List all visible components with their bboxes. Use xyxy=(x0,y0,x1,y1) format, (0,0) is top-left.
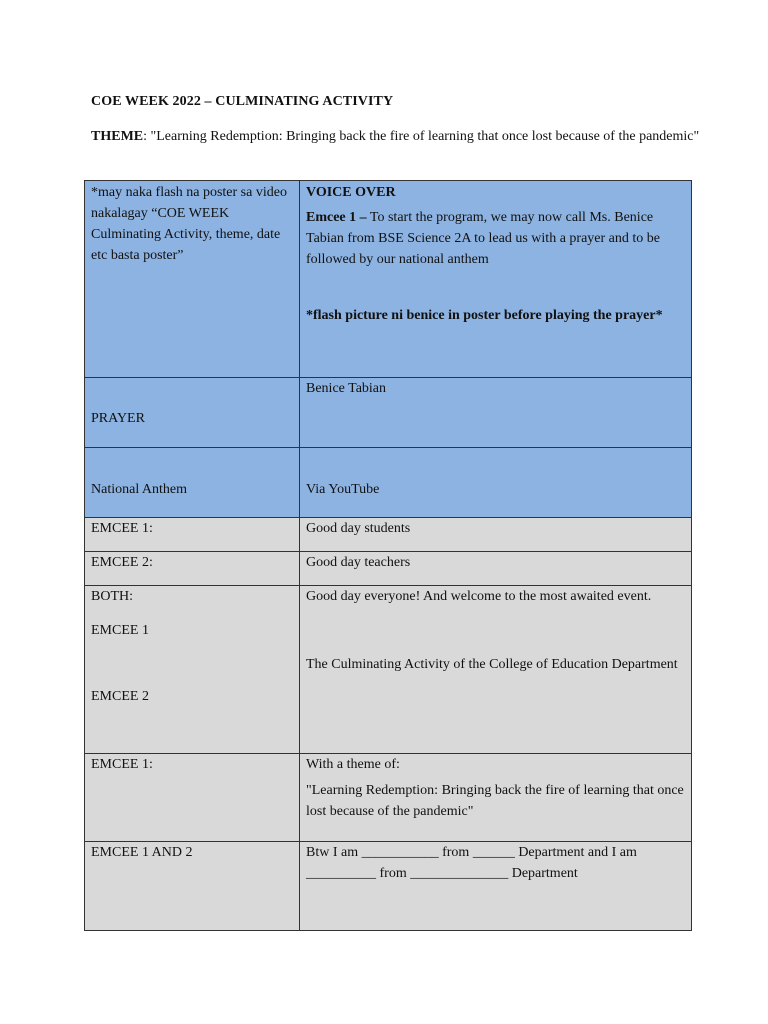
speaker-line: "Learning Redemption: Bringing back the fire of learning that once lost because of the pandemic" xyxy=(306,783,684,819)
speaker-line: Good day students xyxy=(306,521,411,536)
table-row xyxy=(85,586,692,754)
poster-note: *may naka flash na poster sa video nakalagay “COE WEEK Culminating Activity, theme, date etc basta poster” xyxy=(91,185,287,263)
theme-line xyxy=(91,126,701,147)
table-cell xyxy=(85,842,300,931)
speaker-label: EMCEE 1 AND 2 xyxy=(91,845,193,860)
speaker-label: EMCEE 1 xyxy=(91,623,149,638)
emcee-intro xyxy=(306,207,685,270)
emcee-intro-text: To start the program, we may now call Ms. Benice Tabian from BSE Science 2A to lead us with a prayer and to be followed by our national anthem xyxy=(306,210,660,267)
table-row xyxy=(85,448,692,518)
speaker-line: Btw I am ___________ from ______ Department and I am __________ from ______________ Department xyxy=(306,845,637,881)
table-row xyxy=(85,754,692,842)
table-cell xyxy=(85,754,300,842)
speaker-label: EMCEE 2 xyxy=(91,689,149,704)
table-cell xyxy=(85,181,300,378)
prayer-leader: Benice Tabian xyxy=(306,381,387,396)
flash-picture-note: *flash picture ni benice in poster before playing the prayer* xyxy=(306,308,663,323)
table-cell xyxy=(85,552,300,586)
table-cell xyxy=(300,518,692,552)
table-row xyxy=(85,842,692,931)
table-cell xyxy=(300,552,692,586)
anthem-source: Via YouTube xyxy=(306,482,380,497)
table-cell xyxy=(300,586,692,754)
table-cell xyxy=(85,448,300,518)
theme-label: THEME xyxy=(91,129,144,144)
table-cell xyxy=(300,378,692,448)
speaker-label: BOTH: xyxy=(91,589,133,604)
table-row xyxy=(85,552,692,586)
table-cell xyxy=(85,518,300,552)
table-cell xyxy=(300,448,692,518)
speaker-label: EMCEE 1: xyxy=(91,757,153,772)
speaker-label: EMCEE 2: xyxy=(91,555,153,570)
table-row xyxy=(85,378,692,448)
speaker-line: Good day teachers xyxy=(306,555,411,570)
anthem-label: National Anthem xyxy=(91,482,188,497)
table-cell xyxy=(85,586,300,754)
table-cell xyxy=(300,754,692,842)
document-title: COE WEEK 2022 – CULMINATING ACTIVITY xyxy=(91,94,394,109)
table-cell xyxy=(85,378,300,448)
theme-text: : "Learning Redemption: Bringing back the fire of learning that once lost because of the pandemic" xyxy=(143,129,700,144)
program-script-table xyxy=(84,180,692,931)
speaker-label: EMCEE 1: xyxy=(91,521,153,536)
table-row xyxy=(85,518,692,552)
table-cell xyxy=(300,181,692,378)
speaker-line: With a theme of: xyxy=(306,757,400,772)
voice-over-heading: VOICE OVER xyxy=(306,185,396,200)
speaker-line: The Culminating Activity of the College of Education Department xyxy=(306,657,678,672)
prayer-label: PRAYER xyxy=(91,411,145,426)
table-row xyxy=(85,181,692,378)
emcee-intro-label: Emcee 1 – xyxy=(306,210,367,225)
speaker-line: Good day everyone! And welcome to the most awaited event. xyxy=(306,589,652,604)
table-cell xyxy=(300,842,692,931)
